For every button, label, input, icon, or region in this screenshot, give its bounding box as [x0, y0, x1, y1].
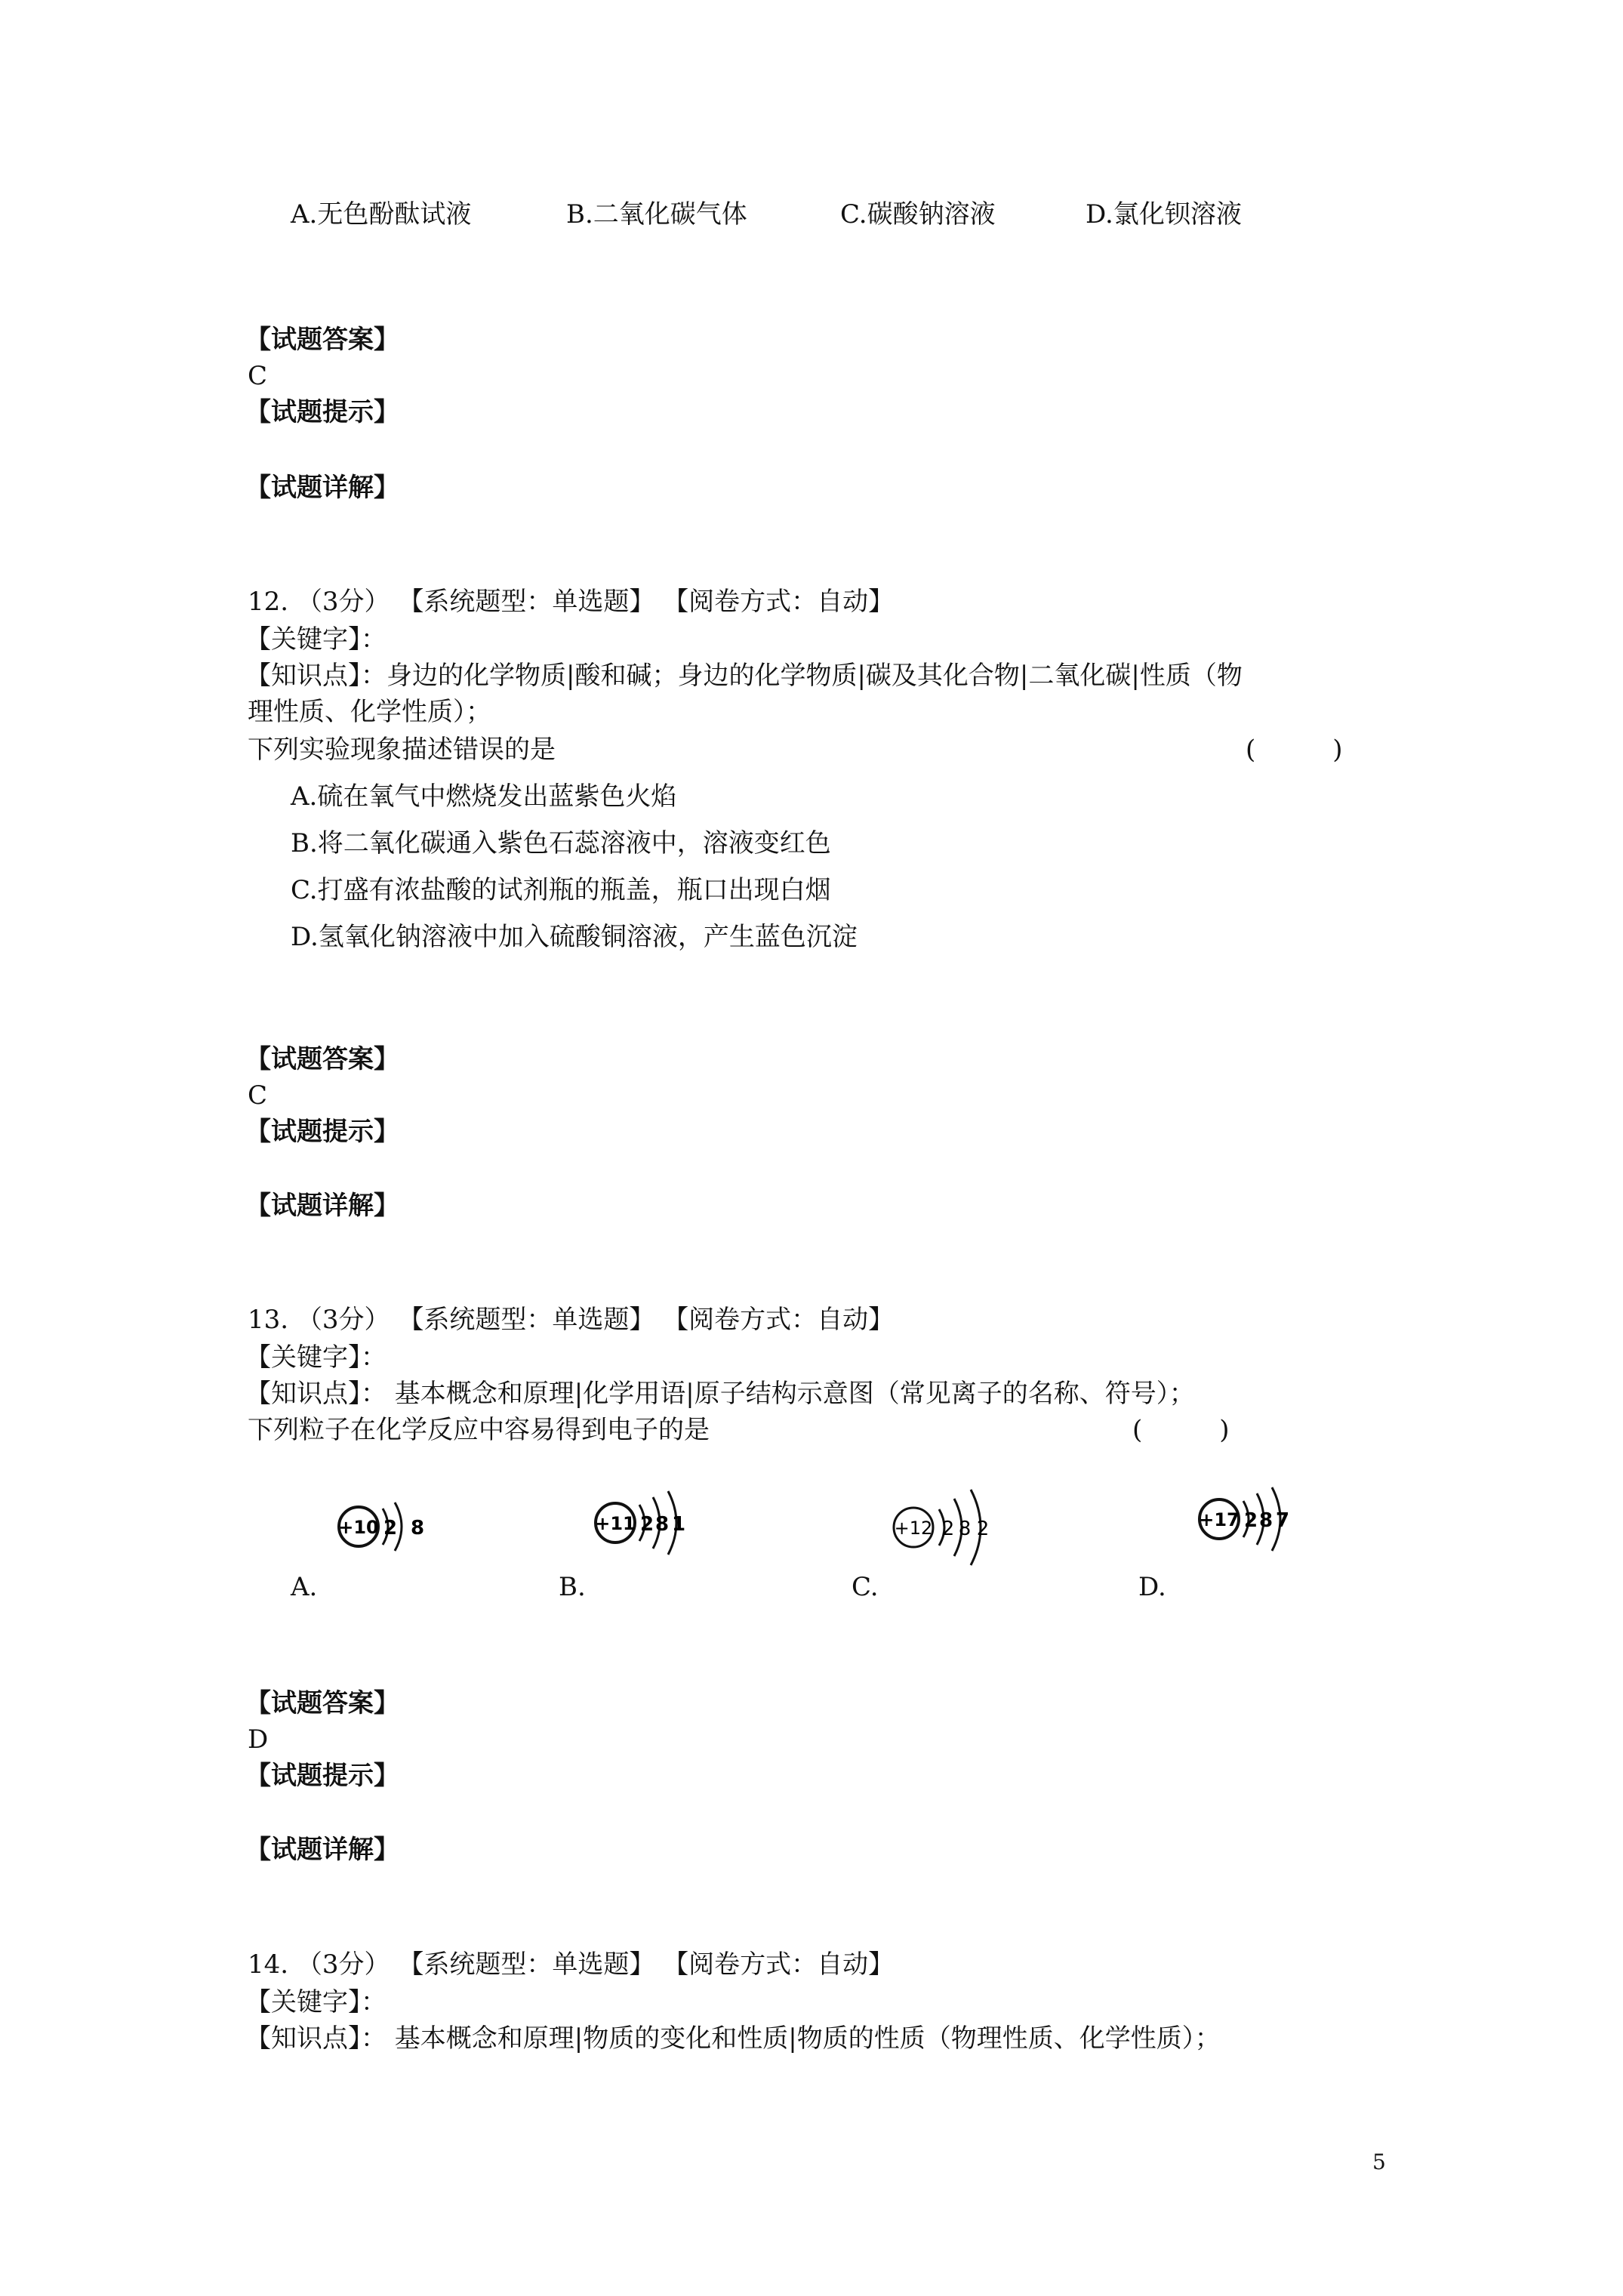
atom-b-nucleus: +11	[595, 1513, 636, 1534]
atom-diagram-c-svg	[876, 1476, 1012, 1574]
q12-stem: 下列实验现象描述错误的是	[248, 735, 556, 765]
q12-answer: C	[248, 1080, 268, 1111]
diagram-label-c: C.	[852, 1572, 879, 1602]
q12-hint-heading: 【试题提示】	[245, 1117, 399, 1147]
atom-b-shell2: 8	[654, 1513, 670, 1536]
q13-header: 13. （3分） 【系统题型：单选题】 【阅卷方式：自动】	[248, 1305, 895, 1335]
atom-d-shell1: 2	[1243, 1509, 1258, 1532]
prev-options-row	[291, 198, 1242, 231]
atom-a-nucleus: +10	[338, 1517, 379, 1538]
atom-d-nucleus: +17	[1199, 1509, 1240, 1530]
prev-option-d: D.氯化钡溶液	[1086, 199, 1242, 230]
atom-d-shell3: 7	[1275, 1509, 1290, 1532]
atom-c-shell2: 8	[958, 1518, 972, 1540]
q13-answer: D	[248, 1724, 269, 1755]
q13-keyword: 【关键字】：	[245, 1342, 387, 1373]
atom-b-shell1: 2	[639, 1513, 654, 1536]
prev-option-a: A.无色酚酞试液	[291, 199, 472, 230]
prev-answer: C	[248, 361, 268, 391]
atom-diagram-a	[321, 1480, 457, 1578]
diagram-label-a: A.	[291, 1572, 318, 1602]
q13-stem: 下列粒子在化学反应中容易得到电子的是	[248, 1415, 710, 1445]
prev-hint-heading: 【试题提示】	[245, 397, 399, 427]
atom-d-shell2: 8	[1258, 1509, 1273, 1532]
q13-answer-paren: ( )	[1132, 1415, 1230, 1445]
atom-b-shell3: 1	[671, 1513, 686, 1536]
prev-option-b: B.二氧化碳气体	[566, 199, 747, 230]
prev-detail-heading: 【试题详解】	[245, 473, 399, 503]
q13-hint-heading: 【试题提示】	[245, 1761, 399, 1791]
q13-knowledge: 【知识点】： 基本概念和原理|化学用语|原子结构示意图（常见离子的名称、符号）；	[245, 1379, 1195, 1409]
q12-detail-heading: 【试题详解】	[245, 1191, 399, 1221]
q14-knowledge: 【知识点】： 基本概念和原理|物质的变化和性质|物质的性质（物理性质、化学性质）；	[245, 2023, 1221, 2054]
atom-diagram-b-svg	[577, 1476, 713, 1574]
prev-answer-heading: 【试题答案】	[245, 325, 399, 355]
q12-option-d: D.氢氧化钠溶液中加入硫酸铜溶液，产生蓝色沉淀	[291, 922, 858, 952]
diagram-label-d: D.	[1138, 1572, 1166, 1602]
q12-answer-paren: ( )	[1246, 735, 1343, 765]
atom-a-shell1: 2	[383, 1517, 398, 1539]
q12-option-a: A.硫在氧气中燃烧发出蓝紫色火焰	[291, 781, 677, 812]
q12-option-b: B.将二氧化碳通入紫色石蕊溶液中，溶液变红色	[291, 828, 831, 858]
atom-diagram-b	[577, 1476, 713, 1574]
q12-keyword: 【关键字】：	[245, 624, 387, 655]
q14-keyword: 【关键字】：	[245, 1987, 387, 2017]
atom-c-shell1: 2	[941, 1518, 955, 1540]
page-number: 5	[1372, 2150, 1386, 2174]
q12-knowledge-line2: 理性质、化学性质）；	[248, 697, 491, 727]
q13-detail-heading: 【试题详解】	[245, 1835, 399, 1865]
q14-header: 14. （3分） 【系统题型：单选题】 【阅卷方式：自动】	[248, 1949, 895, 1980]
atom-diagram-d-svg	[1181, 1472, 1317, 1570]
atom-c-nucleus: +12	[894, 1518, 933, 1539]
q12-option-c: C.打盛有浓盐酸的试剂瓶的瓶盖，瓶口出现白烟	[291, 875, 831, 905]
atom-diagram-a-svg	[321, 1480, 457, 1578]
atom-diagram-d	[1181, 1472, 1317, 1570]
atom-c-shell3: 2	[976, 1518, 990, 1540]
atom-a-shell2: 8	[410, 1517, 425, 1539]
q12-header: 12. （3分） 【系统题型：单选题】 【阅卷方式：自动】	[248, 587, 895, 617]
atom-diagram-c	[876, 1476, 1012, 1574]
q12-answer-heading: 【试题答案】	[245, 1044, 399, 1074]
q13-answer-heading: 【试题答案】	[245, 1688, 399, 1718]
prev-option-c: C.碳酸钠溶液	[840, 199, 996, 230]
q12-knowledge-line1: 【知识点】：身边的化学物质|酸和碱；身边的化学物质|碳及其化合物|二氧化碳|性质（物	[245, 661, 1243, 691]
diagram-label-b: B.	[559, 1572, 586, 1602]
